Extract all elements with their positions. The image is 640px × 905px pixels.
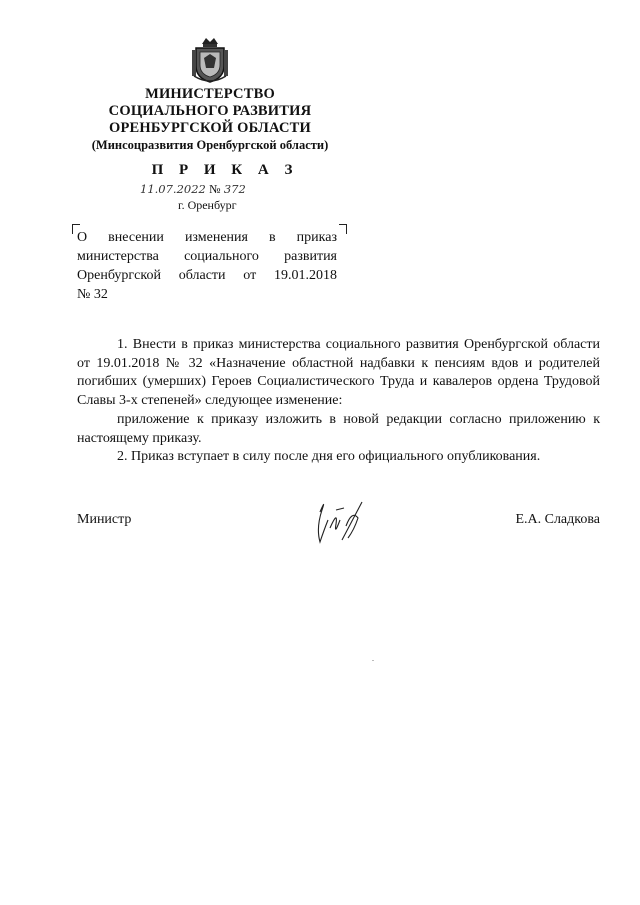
- body-paragraph-2: приложение к приказу изложить в новой редакции согласно приложению к настоящему приказу.: [77, 411, 600, 446]
- ministry-line-1: МИНИСТЕРСТВО: [145, 86, 275, 102]
- order-title: П Р И К А З: [151, 162, 299, 178]
- order-city: г. Оренбург: [178, 198, 237, 212]
- handwritten-signature-icon: [300, 490, 378, 552]
- order-date-number: [140, 181, 300, 197]
- signer-position: Министр: [77, 512, 132, 527]
- subject-line-2: министерства социального развития: [77, 249, 337, 264]
- order-subject: [77, 228, 337, 304]
- subject-line-4: № 32: [77, 287, 108, 302]
- scan-artifact: [372, 660, 374, 661]
- ministry-line-2: СОЦИАЛЬНОГО РАЗВИТИЯ: [108, 103, 312, 119]
- order-date: 11.07.2022: [140, 182, 206, 196]
- subject-bracket-right: [339, 224, 347, 234]
- ministry-header: [60, 86, 360, 154]
- order-body: [77, 336, 600, 467]
- ministry-short-name: (Минсоцразвития Оренбургской области): [91, 138, 329, 152]
- body-paragraph-3: 2. Приказ вступает в силу после дня его официального опубликования.: [117, 449, 541, 465]
- ministry-line-3: ОРЕНБУРГСКОЙ ОБЛАСТИ: [109, 120, 311, 136]
- signer-name: Е.А. Сладкова: [515, 512, 600, 527]
- body-paragraph-1: 1. Внести в приказ министерства социального развития Оренбургской области от 19.01.2018 № 32 «Назначение областной надбавки к пенсиям вдов и родителей погибших (умерших) Героев Социалистического Труда и кавалеров ордена Трудовой Славы 3-х степеней» следующее изменение:: [77, 337, 600, 409]
- order-number: 372: [223, 182, 246, 196]
- order-number-sign: №: [209, 182, 221, 196]
- coat-of-arms-icon: [188, 36, 232, 84]
- subject-line-3: Оренбургской области от 19.01.2018: [77, 268, 337, 283]
- subject-line-1: О внесении изменения в приказ: [77, 230, 337, 245]
